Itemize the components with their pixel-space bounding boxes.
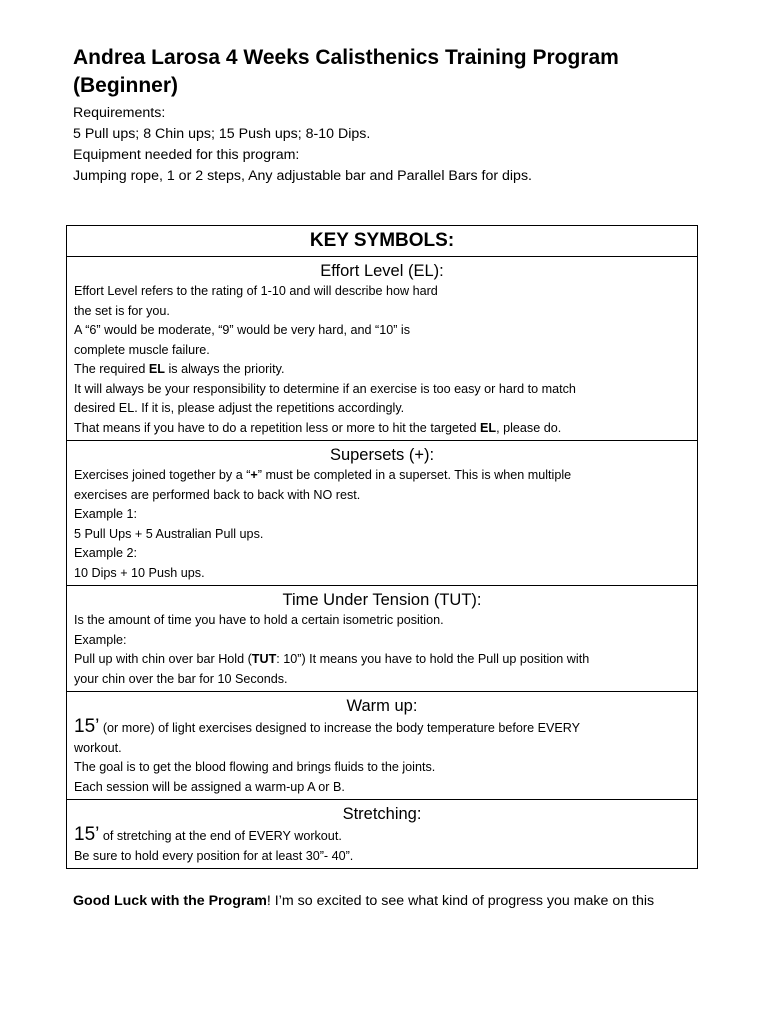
requirements-text: 5 Pull ups; 8 Chin ups; 15 Push ups; 8-10 Dips. (73, 126, 371, 142)
supersets-line: 10 Dips + 10 Push ups. (74, 565, 205, 580)
equipment-label: Equipment needed for this program: (73, 147, 300, 163)
supersets-line: 5 Pull Ups + 5 Australian Pull ups. (74, 526, 264, 541)
stretching-line (74, 825, 690, 847)
duration-text: 15’ (74, 824, 100, 845)
closing-message (73, 890, 703, 912)
tut-heading: Time Under Tension (TUT): (282, 591, 482, 609)
closing-text: ! I’m so excited to see what kind of progress you make on this (266, 893, 655, 909)
tut-line (74, 650, 690, 670)
warm-up-section (67, 691, 697, 799)
document-title (73, 44, 713, 100)
stretching-line: Be sure to hold every position for at least 30”- 40”. (74, 848, 354, 863)
effort-line: Effort Level refers to the rating of 1-10 and will describe how hard (74, 284, 438, 298)
intro-block (73, 103, 713, 187)
warm-up-heading: Warm up: (346, 697, 418, 715)
tut-line: your chin over the bar for 10 Seconds. (74, 671, 288, 686)
tut-section (67, 585, 697, 691)
warm-up-line: workout. (74, 740, 122, 755)
supersets-line: Example 2: (74, 546, 137, 560)
stretching-heading: Stretching: (342, 805, 422, 823)
supersets-line (74, 466, 690, 486)
text-fragment: The required (74, 362, 149, 376)
tut-line: Is the amount of time you have to hold a certain isometric position. (74, 613, 444, 627)
warm-up-line: Each session will be assigned a warm-up A or B. (74, 779, 345, 794)
supersets-line: exercises are performed back to back with NO rest. (74, 487, 361, 502)
effort-line (74, 419, 690, 439)
stretching-section (67, 799, 697, 868)
text-fragment: , please do. (496, 420, 562, 435)
bold-fragment: TUT (251, 652, 277, 666)
effort-line: complete muscle failure. (74, 342, 210, 357)
bold-fragment: + (250, 468, 258, 482)
bold-fragment: EL (148, 362, 165, 376)
effort-level-heading: Effort Level (EL): (320, 262, 444, 280)
key-symbols-table (66, 225, 698, 869)
title-line-1: Andrea Larosa 4 Weeks Calisthenics Training Program (73, 46, 619, 69)
duration-text: 15’ (74, 716, 100, 737)
effort-line: the set is for you. (74, 303, 170, 318)
bold-fragment: EL (480, 420, 497, 435)
supersets-line: Example 1: (74, 507, 137, 521)
effort-line (74, 360, 690, 380)
text-fragment: : 10”) It means you have to hold the Pull up position with (276, 652, 590, 666)
supersets-heading: Supersets (+): (329, 446, 435, 464)
tut-line: Example: (74, 632, 127, 647)
text-fragment: of stretching at the end of EVERY workout. (99, 829, 342, 843)
text-fragment: Pull up with chin over bar Hold ( (74, 652, 252, 666)
title-line-2: (Beginner) (73, 74, 178, 97)
warm-up-line: The goal is to get the blood flowing and brings fluids to the joints. (74, 760, 436, 774)
document-header (73, 44, 713, 187)
supersets-section (67, 440, 697, 585)
warm-up-line (74, 717, 690, 739)
effort-line: It will always be your responsibility to determine if an exercise is too easy or hard to match (74, 381, 576, 396)
equipment-text: Jumping rope, 1 or 2 steps, Any adjustable bar and Parallel Bars for dips. (73, 168, 532, 184)
effort-line: desired EL. If it is, please adjust the repetitions accordingly. (74, 401, 405, 415)
text-fragment: (or more) of light exercises designed to increase the body temperature before EVERY (99, 721, 581, 735)
closing-bold: Good Luck with the Program (73, 893, 267, 909)
key-symbols-title: KEY SYMBOLS: (309, 230, 455, 251)
effort-level-section (67, 256, 697, 440)
text-fragment: That means if you have to do a repetition less or more to hit the targeted (74, 420, 481, 435)
text-fragment: ” must be completed in a superset. This is when multiple (257, 468, 572, 482)
text-fragment: Exercises joined together by a “ (74, 468, 251, 482)
requirements-label: Requirements: (73, 105, 166, 121)
effort-line: A “6” would be moderate, “9” would be very hard, and “10” is (74, 323, 411, 337)
text-fragment: is always the priority. (165, 362, 285, 376)
